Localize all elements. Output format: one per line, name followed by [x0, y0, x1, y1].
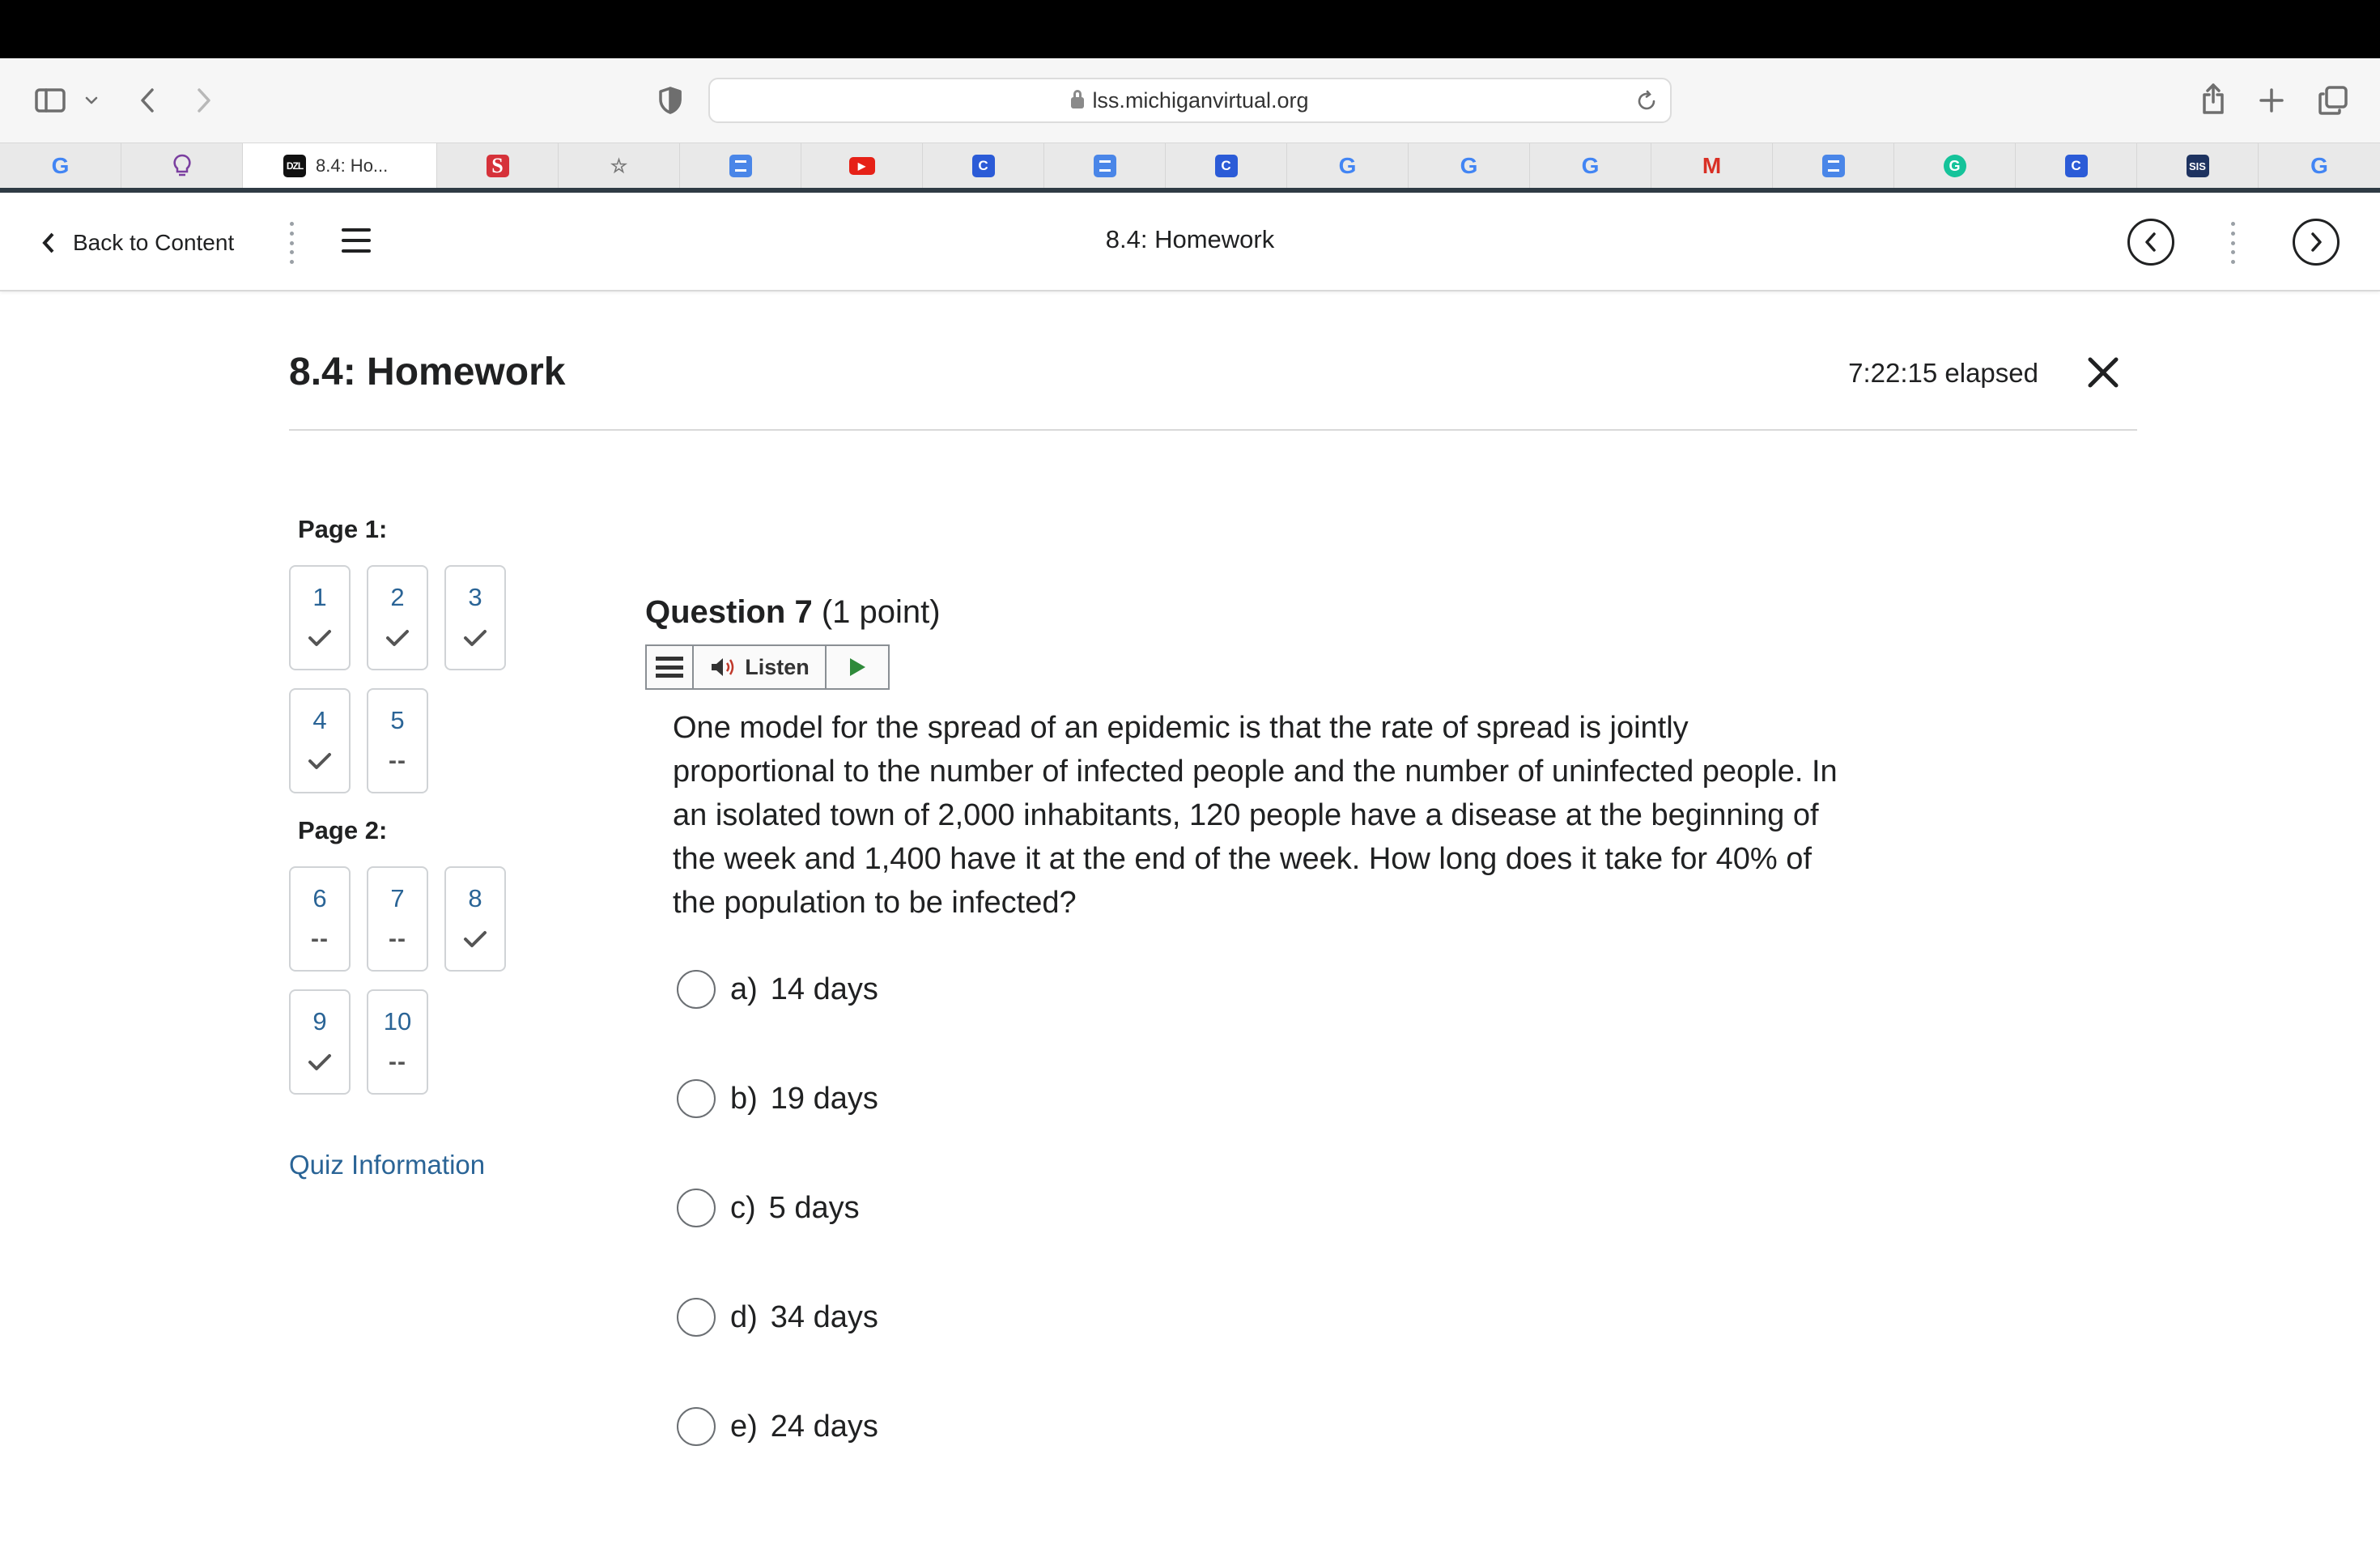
tab-strip [0, 142, 2380, 188]
back-to-content-link[interactable] [42, 225, 234, 261]
checkmark-icon [463, 929, 487, 949]
radio-button[interactable] [677, 970, 716, 1009]
question-nav-5[interactable] [367, 688, 428, 793]
answer-option-e[interactable] [677, 1402, 878, 1451]
quiz-title: 8.4: Homework [289, 351, 566, 393]
checkmark-icon [385, 628, 410, 648]
google-icon: G [51, 153, 70, 178]
google-icon: G [2310, 153, 2328, 178]
previous-topic-button[interactable] [2127, 219, 2174, 266]
question-number: 2 [390, 583, 405, 611]
option-letter: c) [730, 1190, 756, 1225]
question-number: 4 [312, 706, 327, 734]
question-nav-9[interactable] [289, 989, 351, 1095]
grammarly-icon: G [1944, 155, 1966, 177]
option-text: 34 days [770, 1299, 878, 1334]
header-divider [289, 429, 2137, 431]
question-nav-10[interactable] [367, 989, 428, 1095]
chevron-down-icon[interactable] [81, 89, 102, 112]
question-number: 6 [312, 884, 327, 912]
close-icon [2085, 355, 2121, 390]
unanswered-marker: -- [389, 925, 406, 952]
browser-toolbar [0, 58, 2380, 142]
question-nav-6[interactable] [289, 866, 351, 972]
docs-icon [1094, 155, 1116, 177]
canvas-c-icon: C [2065, 155, 2088, 177]
radio-button[interactable] [677, 1079, 716, 1118]
option-text: 19 days [770, 1081, 878, 1116]
quiz-information-link[interactable]: Quiz Information [289, 1150, 486, 1180]
forward-arrow-icon[interactable] [188, 83, 220, 118]
question-nav-7[interactable] [367, 866, 428, 972]
option-text: 14 days [770, 972, 878, 1006]
listen-label: Listen [745, 654, 810, 679]
readspeaker-menu-button[interactable] [647, 646, 694, 688]
question-points: (1 point) [821, 594, 941, 630]
favorite-tab[interactable] [0, 143, 121, 189]
screen-bezel [0, 0, 2380, 58]
docs-icon [729, 155, 752, 177]
checkmark-icon [308, 751, 332, 771]
canvas-c-icon: C [972, 155, 995, 177]
speaker-icon [709, 656, 737, 678]
favorite-tab[interactable] [801, 143, 923, 189]
google-icon: G [1581, 153, 1600, 178]
play-icon [847, 656, 868, 678]
vertical-dots-divider-icon [2231, 222, 2236, 264]
option-letter: e) [730, 1409, 758, 1444]
url-text: lss.michiganvirtual.org [1092, 87, 1309, 113]
active-tab[interactable] [243, 143, 437, 189]
canvas-c-icon: C [1215, 155, 1238, 177]
question-nav-2[interactable] [367, 565, 428, 670]
new-tab-plus-icon[interactable] [2255, 83, 2288, 118]
question-nav-1[interactable] [289, 565, 351, 670]
question-nav-3[interactable] [444, 565, 506, 670]
favorite-tab[interactable] [2137, 143, 2259, 189]
favorite-tab[interactable] [1894, 143, 2016, 189]
close-quiz-button[interactable] [2085, 355, 2121, 390]
youtube-icon: ▶ [849, 157, 875, 175]
radio-button[interactable] [677, 1407, 716, 1446]
favorite-tab[interactable] [1287, 143, 1409, 189]
chevron-left-icon [2143, 231, 2159, 253]
question-number: 1 [312, 583, 327, 611]
chevron-right-icon [2308, 231, 2324, 253]
favorite-tab[interactable] [2016, 143, 2137, 189]
vertical-dots-divider-icon [290, 222, 295, 264]
favorite-tab[interactable] [1773, 143, 1894, 189]
listen-button[interactable] [694, 646, 827, 688]
question-nav-4[interactable] [289, 688, 351, 793]
back-arrow-icon[interactable] [131, 83, 164, 118]
next-topic-button[interactable] [2293, 219, 2340, 266]
menu-icon[interactable] [342, 228, 371, 253]
lightbulb-icon [171, 155, 193, 177]
play-button[interactable] [827, 646, 888, 688]
menu-icon [656, 657, 683, 678]
favorite-tab[interactable] [2259, 143, 2380, 189]
favorite-tab[interactable] [559, 143, 680, 189]
unanswered-marker: -- [389, 1048, 406, 1075]
favorite-tab[interactable] [1166, 143, 1287, 189]
checkmark-icon [308, 1053, 332, 1072]
question-text: One model for the spread of an epidemic is that the rate of spread is jointly proportional to the number of infected people and the number of uninfected people. In an isolated town of 2,000 inhabitants, 120 people have a disease at the beginning of the week and 1,400 have it at the end of the week. How long does it take for 40% of the population to be infected? [673, 711, 1838, 920]
checkmark-icon [463, 628, 487, 648]
question-number: 8 [468, 884, 482, 912]
question-number: 10 [383, 1007, 412, 1036]
option-letter: a) [730, 972, 758, 1006]
chevron-left-icon [42, 232, 55, 254]
answer-option-c[interactable] [677, 1184, 860, 1232]
option-text: 5 days [768, 1190, 860, 1225]
page-1-label: Page 1: [298, 515, 388, 543]
option-text: 24 days [770, 1409, 878, 1444]
checkmark-icon [308, 628, 332, 648]
docs-icon [1822, 155, 1845, 177]
favorite-tab[interactable] [680, 143, 801, 189]
google-icon: G [1460, 153, 1478, 178]
answer-option-a[interactable] [677, 965, 878, 1014]
favorite-tab[interactable] [1044, 143, 1166, 189]
favorite-tab[interactable] [923, 143, 1044, 189]
lock-icon [1071, 97, 1084, 108]
option-letter: b) [730, 1081, 758, 1116]
back-to-content-label: Back to Content [73, 230, 235, 255]
answer-option-b[interactable] [677, 1074, 878, 1123]
question-number: 5 [390, 706, 405, 734]
favorite-tab[interactable] [1651, 143, 1773, 189]
question-heading [645, 594, 941, 631]
favorite-tab[interactable] [1409, 143, 1530, 189]
gmail-icon: M [1702, 153, 1722, 178]
favorite-tab[interactable] [437, 143, 559, 189]
radio-button[interactable] [677, 1298, 716, 1337]
question-nav-8[interactable] [444, 866, 506, 972]
reload-icon[interactable] [1634, 89, 1659, 113]
sidebar-toggle-icon[interactable] [32, 83, 68, 118]
option-letter: d) [730, 1299, 758, 1334]
unanswered-marker: -- [389, 747, 406, 774]
radio-button[interactable] [677, 1189, 716, 1227]
question-number: 7 [390, 884, 405, 912]
answer-option-d[interactable] [677, 1293, 878, 1342]
question-label: Question 7 [645, 594, 813, 630]
active-tab-title: 8.4: Ho... [316, 155, 389, 176]
favorite-tab[interactable] [1530, 143, 1651, 189]
sis-icon: SIS [2187, 155, 2209, 177]
schoology-icon: S [487, 155, 509, 177]
unanswered-marker: -- [311, 925, 329, 952]
page-2-label: Page 2: [298, 816, 388, 844]
tab-overview-icon[interactable] [2315, 83, 2351, 118]
dzl-logo-icon: DZL [283, 155, 306, 177]
address-bar[interactable] [708, 78, 1672, 123]
star-icon: ☆ [610, 155, 628, 177]
question-number: 3 [468, 583, 482, 611]
privacy-shield-icon[interactable] [654, 83, 686, 118]
google-icon: G [1338, 153, 1357, 178]
share-icon[interactable] [2197, 79, 2229, 118]
favorite-tab[interactable] [121, 143, 243, 189]
navbar-title: 8.4: Homework [1105, 225, 1275, 253]
elapsed-timer: 7:22:15 elapsed [1848, 358, 2038, 388]
question-number: 9 [312, 1007, 327, 1036]
readspeaker-toolbar [645, 644, 890, 690]
course-navbar [0, 193, 2380, 291]
